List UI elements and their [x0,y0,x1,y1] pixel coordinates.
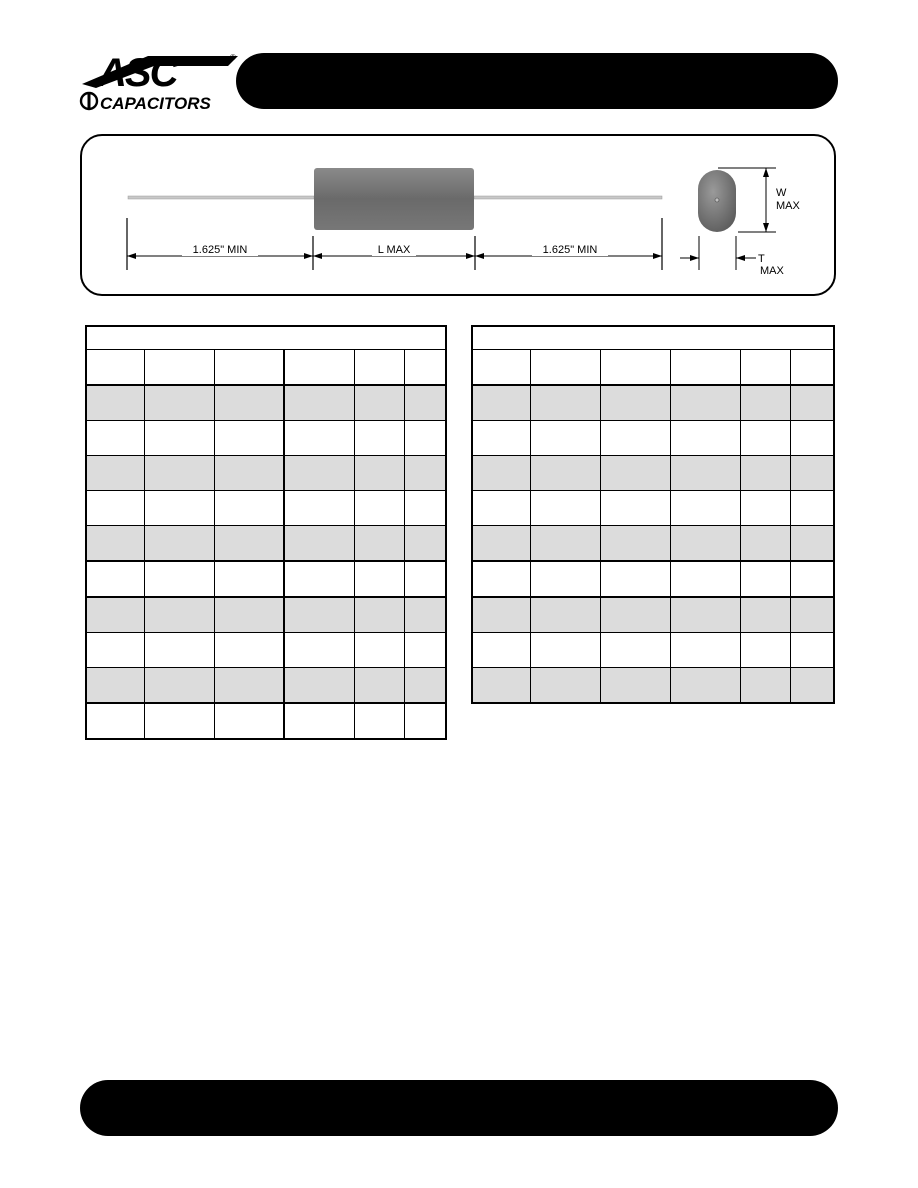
table-row [472,561,834,597]
thickness-label-t: T [758,253,765,265]
spec-table-left [85,325,447,740]
header-bar [236,53,838,109]
capacitor-dimension-diagram [82,136,838,298]
registered-mark: ® [230,53,236,62]
lead-end-dot [715,198,719,202]
table-row [472,526,834,562]
table-header-row [86,350,446,386]
right-lead-length-label: 1.625" MIN [542,244,598,256]
capacitor-body [314,168,474,230]
table-title-row [86,326,446,350]
table-row [86,561,446,597]
spec-table-right [471,325,835,704]
table-row [472,385,834,421]
logo-graphic [78,48,240,114]
thickness-label-max: MAX [760,265,784,277]
table-row [86,491,446,526]
body-length-label: L MAX [377,244,411,256]
left-lead [128,196,314,199]
width-label-w: W [776,187,787,199]
dimension-drawing-panel [80,134,836,296]
width-label-max: MAX [776,200,800,212]
logo-subtext: CAPACITORS [100,94,211,113]
table-row [472,456,834,491]
table-row [472,668,834,704]
table-title-cell [86,326,446,350]
table-row [86,597,446,633]
table-row [86,526,446,562]
table-row [86,668,446,704]
asc-capacitors-logo [78,48,240,114]
table-row [86,633,446,668]
right-lead [474,196,662,199]
table-row [472,421,834,456]
table-title-cell [472,326,834,350]
table-row [86,421,446,456]
table-title-row [472,326,834,350]
left-lead-length-label: 1.625" MIN [192,244,248,256]
table-row [472,633,834,668]
table-row [86,456,446,491]
table-row [472,491,834,526]
table-row [86,703,446,739]
table-header-row [472,350,834,386]
table-row [472,597,834,633]
table-row [86,385,446,421]
logo-wordmark: ASC [98,51,177,95]
footer-bar [80,1080,838,1136]
